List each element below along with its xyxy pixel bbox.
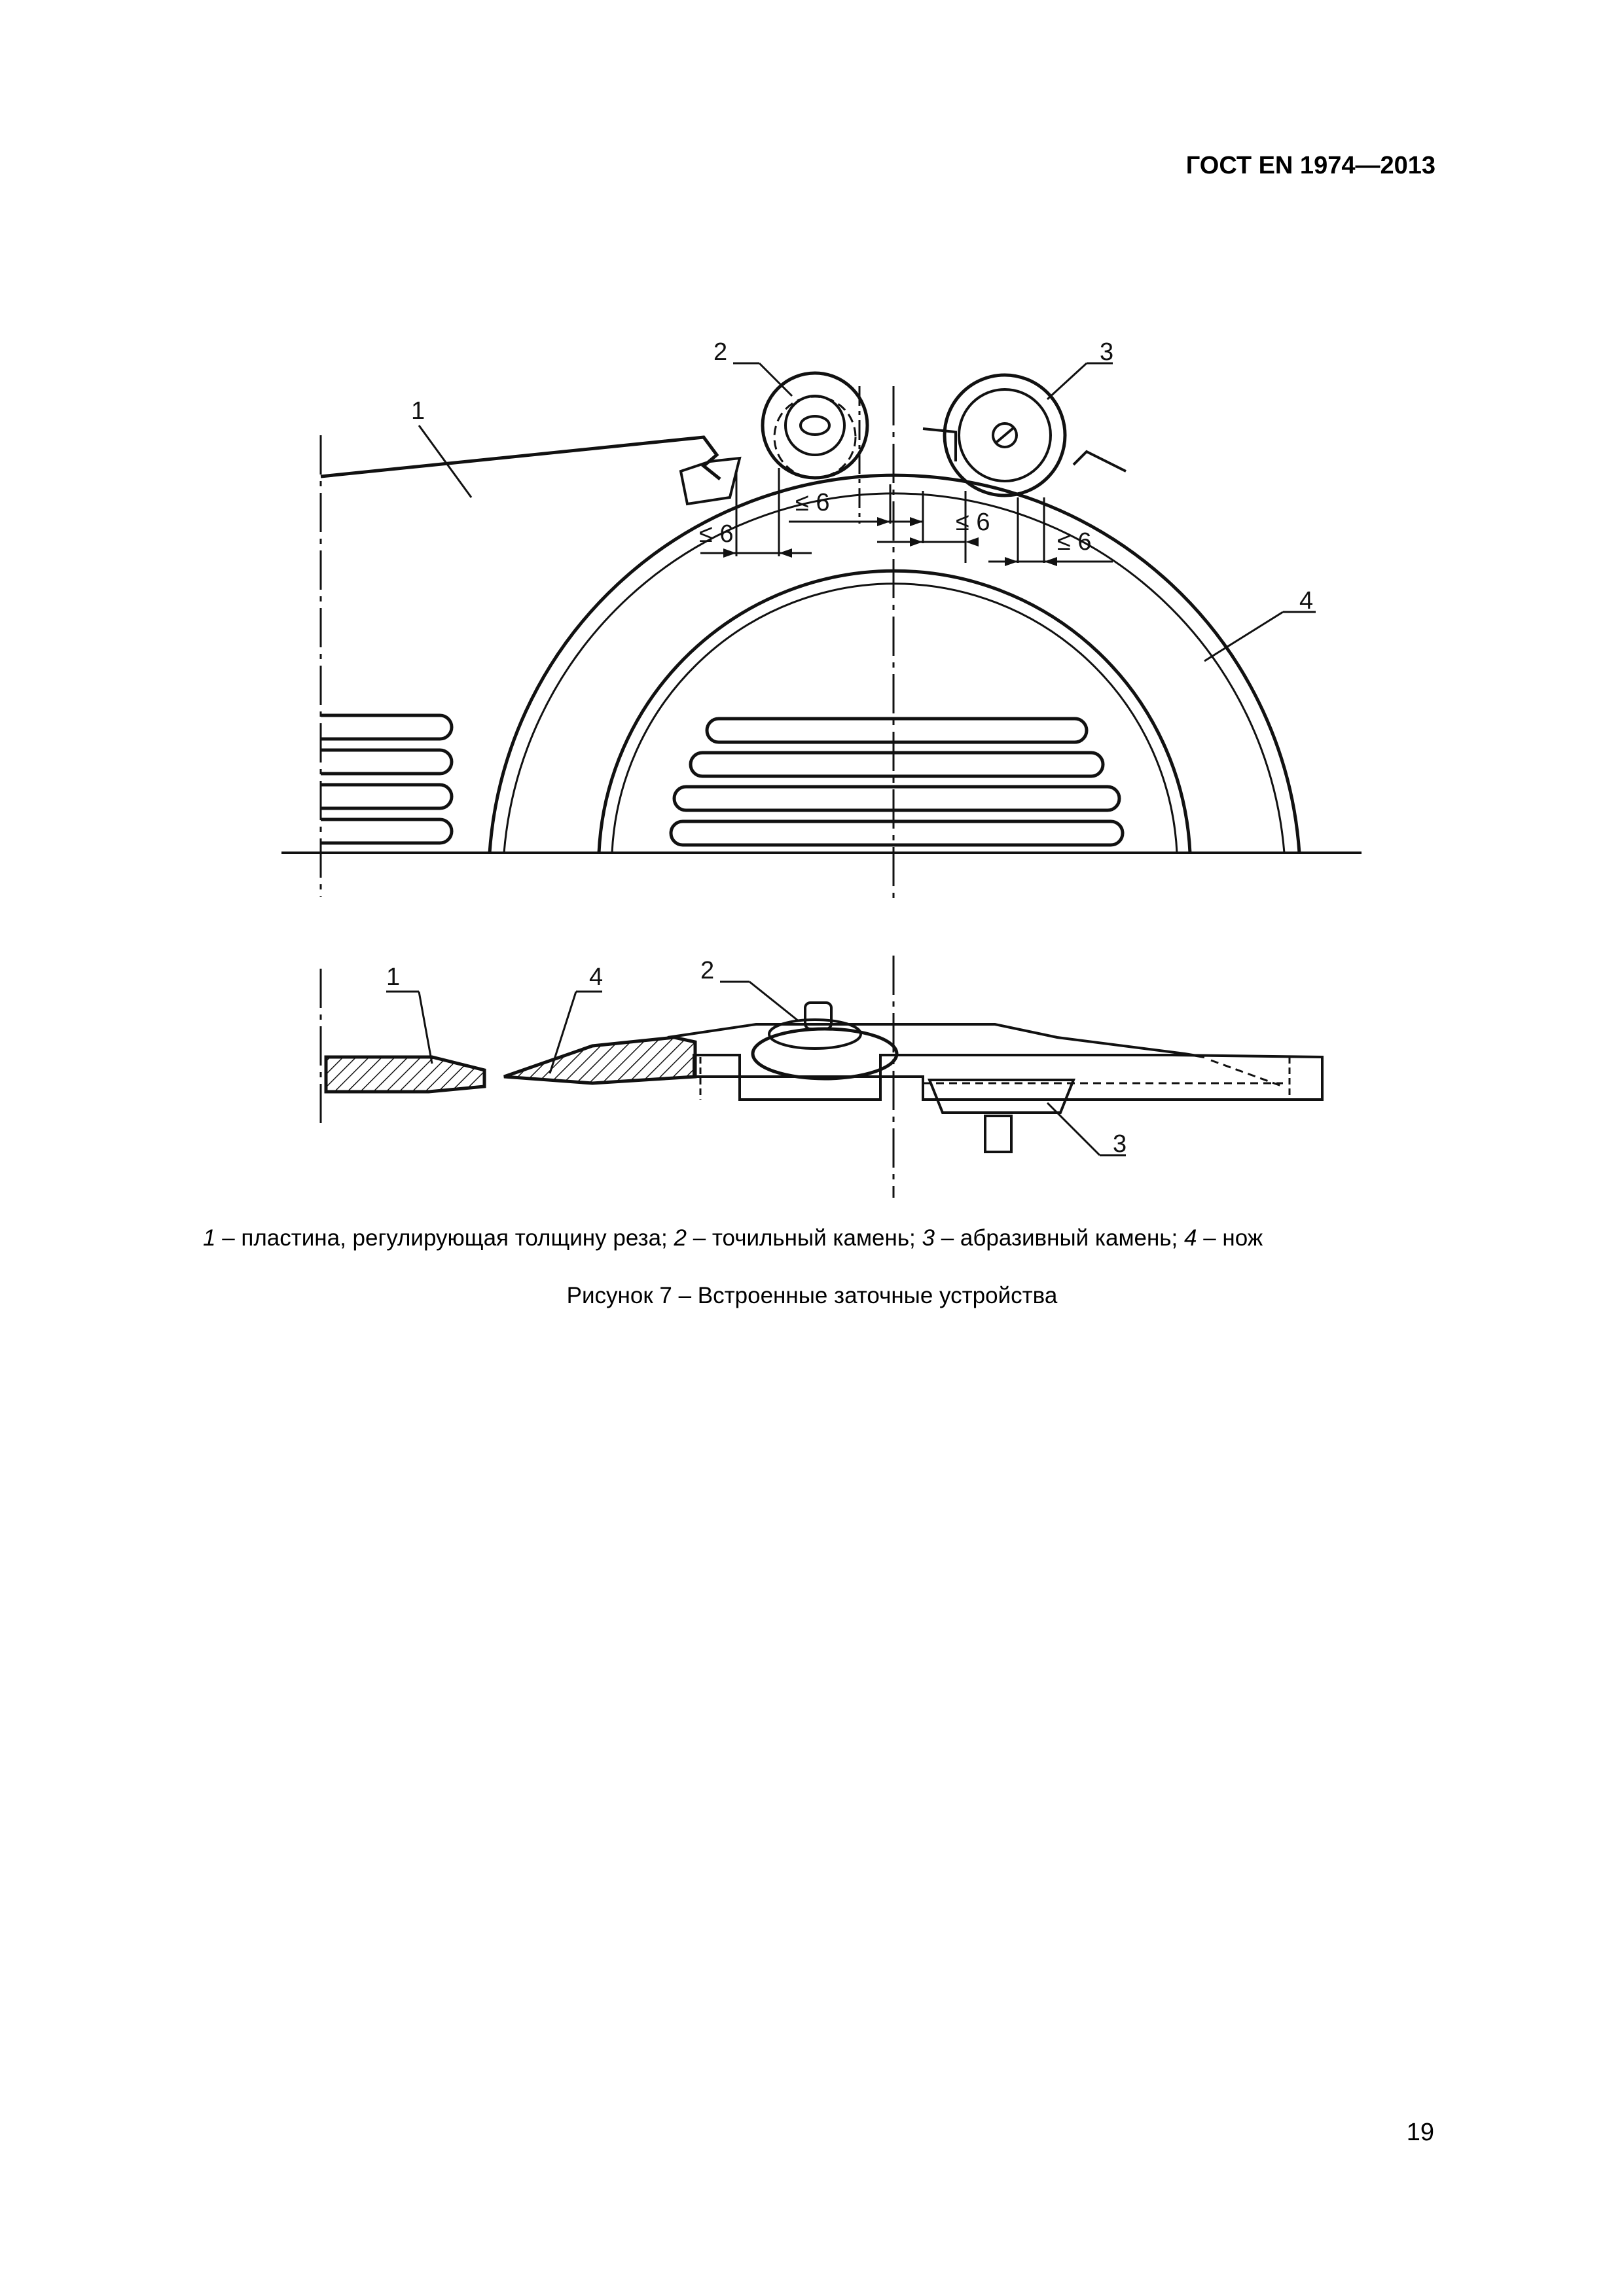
legend-number: 4 bbox=[1184, 1225, 1197, 1251]
legend-item bbox=[674, 1225, 922, 1251]
dimension-label: ≤ 6 bbox=[956, 509, 990, 536]
knife-guard-right bbox=[1074, 452, 1126, 471]
dimension-label: ≤ 6 bbox=[699, 520, 734, 548]
legend-text: – пластина, регулирующая толщину реза; bbox=[215, 1225, 674, 1251]
callout-label: 2 bbox=[713, 338, 728, 366]
callout-label: 4 bbox=[589, 963, 604, 991]
abrasive-stone-screw-slot bbox=[996, 428, 1013, 442]
page-number: 19 bbox=[1406, 2119, 1434, 2146]
vent-slot-left bbox=[321, 819, 452, 843]
document-standard-id: ГОСТ EN 1974—2013 bbox=[1185, 152, 1435, 179]
knife-section bbox=[504, 1037, 695, 1083]
plate-outline bbox=[321, 437, 720, 479]
legend-number: 1 bbox=[203, 1225, 216, 1251]
dimension-label: ≤ 6 bbox=[1057, 528, 1092, 556]
knife-top-profile bbox=[668, 1024, 1204, 1057]
legend-text: – нож bbox=[1197, 1225, 1263, 1251]
callout-label: 1 bbox=[411, 397, 425, 425]
legend-number: 3 bbox=[922, 1225, 935, 1251]
legend-text: – абразивный камень; bbox=[934, 1225, 1184, 1251]
callout-label: 2 bbox=[700, 957, 715, 984]
plate-tab bbox=[681, 458, 740, 504]
housing-section bbox=[694, 1055, 1322, 1100]
callout-label: 3 bbox=[1100, 338, 1114, 366]
legend-text: – точильный камень; bbox=[686, 1225, 922, 1251]
vent-slot bbox=[674, 787, 1119, 810]
legend-item bbox=[203, 1225, 674, 1251]
figure-caption: Рисунок 7 – Встроенные заточные устройства bbox=[566, 1283, 1058, 1308]
grinding-stone-hub bbox=[801, 416, 829, 435]
knife-guard-segment bbox=[923, 429, 956, 461]
vent-slot-left bbox=[321, 785, 452, 808]
grinding-stone-outer bbox=[763, 373, 867, 478]
legend-item bbox=[922, 1225, 1184, 1251]
vent-slot bbox=[707, 719, 1087, 742]
legend-item bbox=[1184, 1225, 1263, 1251]
dimension-label: ≤ 6 bbox=[795, 489, 830, 516]
callout-label: 4 bbox=[1299, 587, 1314, 615]
legend-number: 2 bbox=[674, 1225, 687, 1251]
vent-slot-left bbox=[321, 750, 452, 774]
figure-legend bbox=[203, 1225, 1447, 1251]
grinding-stone-section-base bbox=[753, 1029, 897, 1079]
callout-label: 3 bbox=[1113, 1130, 1127, 1158]
abrasive-stone-screw-section bbox=[985, 1116, 1011, 1152]
vent-slot bbox=[671, 821, 1123, 845]
vent-slot bbox=[691, 753, 1103, 776]
callout-label: 1 bbox=[386, 963, 401, 991]
vent-slot-left bbox=[321, 715, 452, 739]
plate-section bbox=[326, 1057, 484, 1092]
grinding-stone-inner bbox=[785, 396, 844, 455]
